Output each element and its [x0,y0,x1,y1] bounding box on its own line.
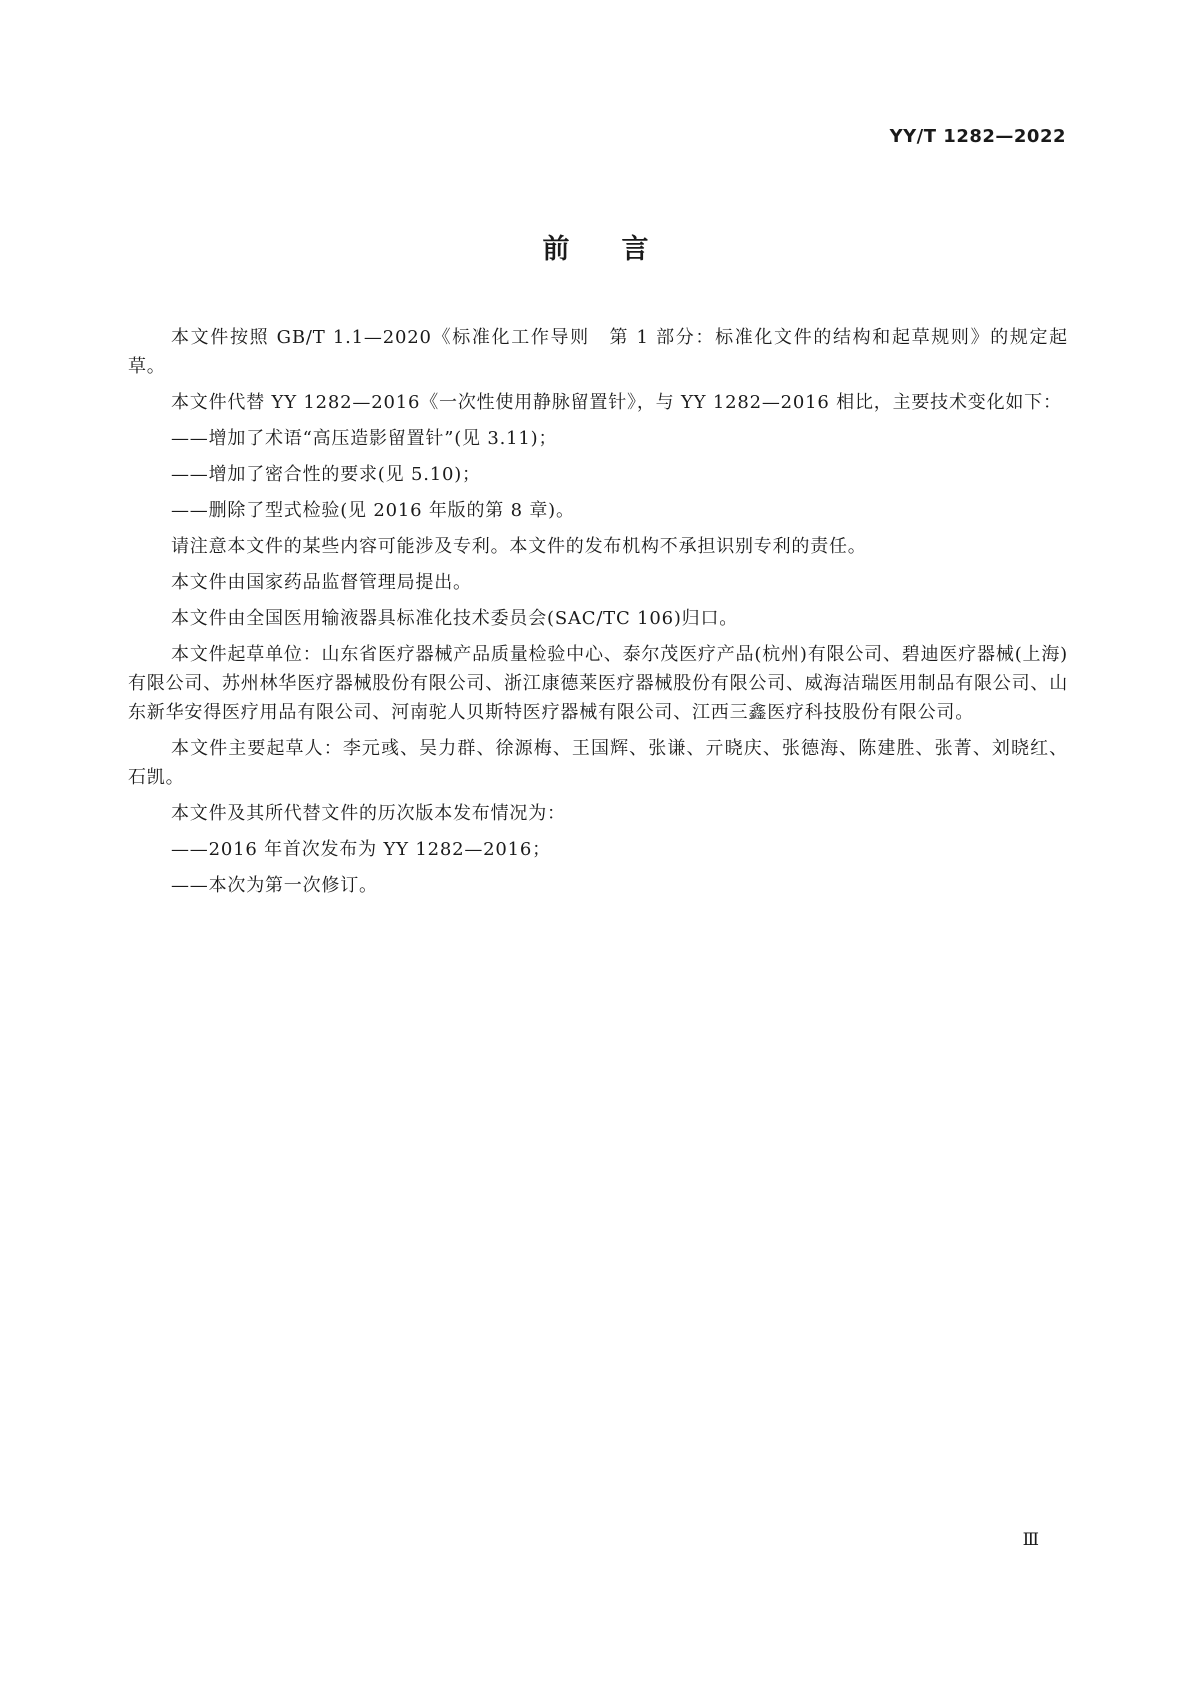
page-title: 前言 [542,234,701,265]
paragraph-responsible-committee: 本文件由全国医用输液器具标准化技术委员会(SAC/TC 106)归口。 [171,608,739,629]
paragraph-version-history: 本文件及其所代替文件的历次版本发布情况为： [171,803,566,824]
paragraph-drafters: 本文件主要起草人：李元彧、吴力群、徐源梅、王国辉、张谦、亓晓庆、张德海、陈建胜、张菁、刘晓红、石凯。 [128,738,1068,788]
document-code: YY/T 1282—2022 [889,126,1066,147]
paragraph-replaces: 本文件代替 YY 1282—2016《一次性使用静脉留置针》，与 YY 1282—2016 相比，主要技术变化如下： [171,392,1062,413]
paragraph-drafting-units: 本文件起草单位：山东省医疗器械产品质量检验中心、泰尔茂医疗产品(杭州)有限公司、碧迪医疗器械(上海)有限公司、苏州林华医疗器械股份有限公司、浙江康德莱医疗器械股份有限公司、威海洁瑞医用制品有限公司、山东新华安得医疗用品有限公司、河南驼人贝斯特医疗器械有限公司、江西三鑫医疗科技股份有限公司。 [128,644,1068,723]
page-number: Ⅲ [1022,1530,1039,1550]
list-item-change-3: ——删除了型式检验(见 2016 年版的第 8 章)。 [171,500,575,521]
list-item-history-2: ——本次为第一次修订。 [171,875,378,896]
list-item-history-1: ——2016 年首次发布为 YY 1282—2016； [171,839,551,860]
list-item-change-2: ——增加了密合性的要求(见 5.10)； [171,464,481,485]
list-item-change-1: ——增加了术语“高压造影留置针”(见 3.11)； [171,428,558,449]
document-body [128,323,1068,907]
paragraph-patent-notice: 请注意本文件的某些内容可能涉及专利。本文件的发布机构不承担识别专利的责任。 [171,536,867,557]
paragraph-proposed-by: 本文件由国家药品监督管理局提出。 [171,572,472,593]
paragraph-drafting-rules: 本文件按照 GB/T 1.1—2020《标准化工作导则 第 1 部分：标准化文件的结构和起草规则》的规定起草。 [128,327,1068,377]
